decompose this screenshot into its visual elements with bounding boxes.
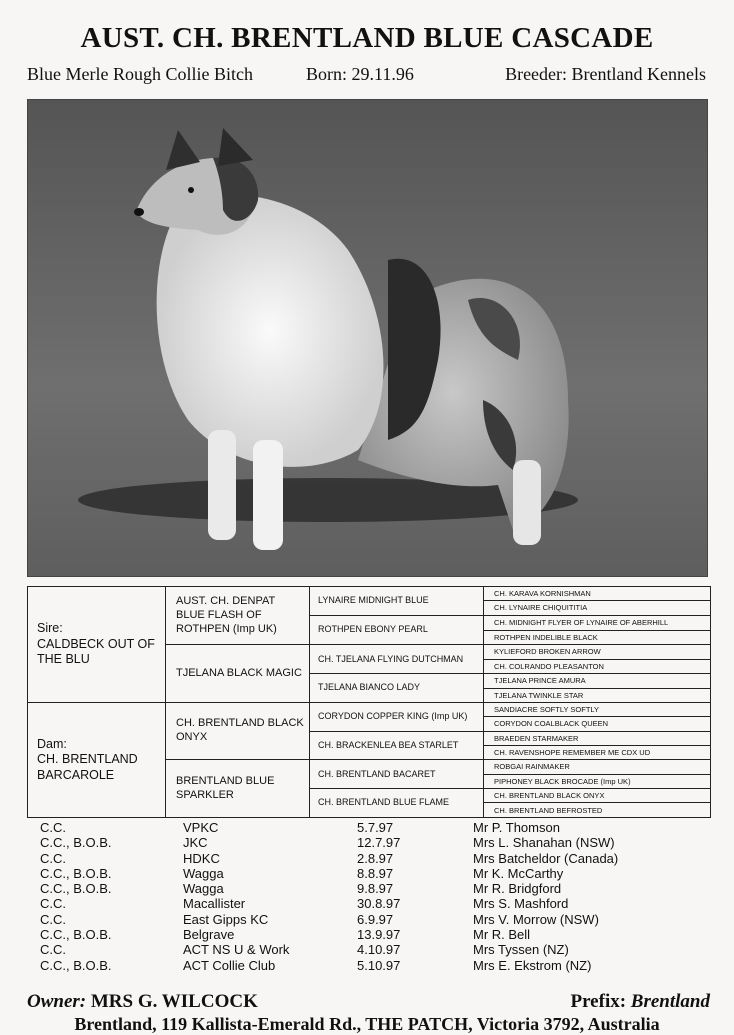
award-type: C.C. bbox=[40, 911, 66, 927]
prefix-label: Prefix: bbox=[570, 991, 627, 1012]
award-show: HDKC bbox=[183, 850, 220, 866]
award-row bbox=[40, 912, 680, 927]
pedigree-gen2: BRENTLAND BLUE SPARKLER bbox=[166, 760, 310, 818]
pedigree-gen2: TJELANA BLACK MAGIC bbox=[166, 645, 310, 702]
dam-name: CH. BRENTLAND BARCAROLE bbox=[37, 752, 138, 782]
award-type: C.C., B.O.B. bbox=[40, 835, 112, 851]
award-date: 2.8.97 bbox=[357, 850, 394, 866]
award-show: ACT NS U & Work bbox=[183, 942, 290, 958]
pedigree-gen4: CH. KARAVA KORNISHMAN bbox=[484, 587, 711, 601]
award-row bbox=[40, 958, 680, 973]
award-date: 5.10.97 bbox=[357, 957, 401, 973]
awards-table bbox=[40, 820, 680, 973]
pedigree-gen4: BRAEDEN STARMAKER bbox=[484, 731, 711, 745]
pedigree-gen4: CH. LYNAIRE CHIQUITITIA bbox=[484, 601, 711, 615]
pedigree-gen4: CORYDON COALBLACK QUEEN bbox=[484, 717, 711, 731]
pedigree-gen4: CH. BRENTLAND BEFROSTED bbox=[484, 803, 711, 818]
pedigree-gen4: TJELANA PRINCE AMURA bbox=[484, 674, 711, 688]
award-date: 30.8.97 bbox=[357, 896, 401, 912]
prefix-name: Brentland bbox=[630, 991, 710, 1012]
breeder-line: Breeder: Brentland Kennels bbox=[505, 64, 706, 84]
award-type: C.C. bbox=[40, 942, 66, 958]
owner-name: MRS G. WILCOCK bbox=[90, 991, 258, 1012]
award-date: 9.8.97 bbox=[357, 881, 394, 897]
award-show: VPKC bbox=[183, 820, 219, 835]
award-show: Wagga bbox=[183, 881, 224, 897]
award-type: C.C., B.O.B. bbox=[40, 927, 112, 943]
award-show: JKC bbox=[183, 835, 208, 851]
award-row bbox=[40, 851, 680, 866]
owner-label: Owner: bbox=[27, 991, 87, 1012]
award-show: ACT Collie Club bbox=[183, 957, 276, 973]
pedigree-gen4: ROBGAI RAINMAKER bbox=[484, 760, 711, 774]
pedigree-gen3: ROTHPEN EBONY PEARL bbox=[310, 615, 484, 645]
award-type: C.C., B.O.B. bbox=[40, 957, 112, 973]
award-date: 8.8.97 bbox=[357, 865, 394, 881]
pedigree-gen4: KYLIEFORD BROKEN ARROW bbox=[484, 645, 711, 659]
award-date: 12.7.97 bbox=[357, 835, 401, 851]
award-type: C.C. bbox=[40, 820, 66, 835]
award-judge: Mrs V. Morrow (NSW) bbox=[473, 911, 599, 927]
pedigree-gen4: TJELANA TWINKLE STAR bbox=[484, 688, 711, 702]
pedigree-gen3: CH. BRENTLAND BACARET bbox=[310, 760, 484, 789]
pedigree-gen4: CH. BRENTLAND BLACK ONYX bbox=[484, 789, 711, 803]
dam-cell bbox=[28, 702, 166, 817]
award-date: 4.10.97 bbox=[357, 942, 401, 958]
breed-line: Blue Merle Rough Collie Bitch bbox=[27, 64, 253, 84]
award-row bbox=[40, 942, 680, 957]
award-judge: Mrs Tyssen (NZ) bbox=[473, 942, 569, 958]
pedigree-gen4: CH. MIDNIGHT FLYER OF LYNAIRE OF ABERHILL bbox=[484, 615, 711, 630]
address-line: Brentland, 119 Kallista-Emerald Rd., THE PATCH, Victoria 3792, Australia bbox=[74, 1014, 660, 1034]
pedigree-gen4: PIPHONEY BLACK BROCADE (Imp UK) bbox=[484, 774, 711, 788]
collie-photo-illustration bbox=[28, 100, 708, 577]
award-row bbox=[40, 881, 680, 896]
award-row bbox=[40, 866, 680, 881]
award-show: Belgrave bbox=[183, 927, 235, 943]
award-judge: Mrs L. Shanahan (NSW) bbox=[473, 835, 615, 851]
award-type: C.C. bbox=[40, 896, 66, 912]
pedigree-gen3: TJELANA BIANCO LADY bbox=[310, 674, 484, 703]
sire-name: CALDBECK OUT OF THE BLU bbox=[37, 636, 155, 667]
award-date: 5.7.97 bbox=[357, 820, 394, 835]
born-date: Born: 29.11.96 bbox=[306, 64, 414, 84]
award-row bbox=[40, 820, 680, 835]
award-judge: Mrs E. Ekstrom (NZ) bbox=[473, 957, 592, 973]
award-show: Macallister bbox=[183, 896, 246, 912]
award-row bbox=[40, 896, 680, 911]
pedigree-gen4: CH. RAVENSHOPE REMEMBER ME CDX UD bbox=[484, 746, 711, 760]
sire-label: Sire: bbox=[37, 621, 63, 636]
award-judge: Mr R. Bell bbox=[473, 927, 531, 943]
pedigree-gen3: LYNAIRE MIDNIGHT BLUE bbox=[310, 587, 484, 616]
award-date: 13.9.97 bbox=[357, 927, 401, 943]
award-type: C.C., B.O.B. bbox=[40, 881, 112, 897]
pedigree-gen3: CH. TJELANA FLYING DUTCHMAN bbox=[310, 645, 484, 674]
award-row bbox=[40, 835, 680, 850]
dam-label: Dam: bbox=[37, 736, 67, 751]
award-show: Wagga bbox=[183, 865, 224, 881]
pedigree-gen2: CH. BRENTLAND BLACK ONYX bbox=[166, 702, 310, 759]
award-judge: Mr P. Thomson bbox=[473, 820, 560, 835]
pedigree-gen4: ROTHPEN INDELIBLE BLACK bbox=[484, 631, 711, 645]
award-judge: Mrs S. Mashford bbox=[473, 896, 569, 912]
pedigree-gen4: SANDIACRE SOFTLY SOFTLY bbox=[484, 702, 711, 716]
award-judge: Mrs Batcheldor (Canada) bbox=[473, 850, 619, 866]
pedigree-gen3: CH. BRACKENLEA BEA STARLET bbox=[310, 731, 484, 760]
dog-photo bbox=[27, 99, 708, 577]
owner-line bbox=[27, 991, 258, 1013]
page-title: AUST. CH. BRENTLAND BLUE CASCADE bbox=[80, 22, 654, 54]
award-row bbox=[40, 927, 680, 942]
award-type: C.C., B.O.B. bbox=[40, 865, 112, 881]
pedigree-table bbox=[27, 586, 711, 818]
award-show: East Gipps KC bbox=[183, 911, 269, 927]
pedigree-gen3: CORYDON COPPER KING (Imp UK) bbox=[310, 702, 484, 731]
award-judge: Mr R. Bridgford bbox=[473, 881, 562, 897]
pedigree-gen4: CH. COLRANDO PLEASANTON bbox=[484, 659, 711, 673]
award-date: 6.9.97 bbox=[357, 911, 394, 927]
pedigree-gen2: AUST. CH. DENPAT BLUE FLASH OF ROTHPEN (Imp UK) bbox=[166, 587, 310, 645]
award-judge: Mr K. McCarthy bbox=[473, 865, 564, 881]
prefix-line bbox=[570, 991, 710, 1013]
sire-cell bbox=[28, 587, 166, 703]
pedigree-gen3: CH. BRENTLAND BLUE FLAME bbox=[310, 789, 484, 818]
award-type: C.C. bbox=[40, 850, 66, 866]
